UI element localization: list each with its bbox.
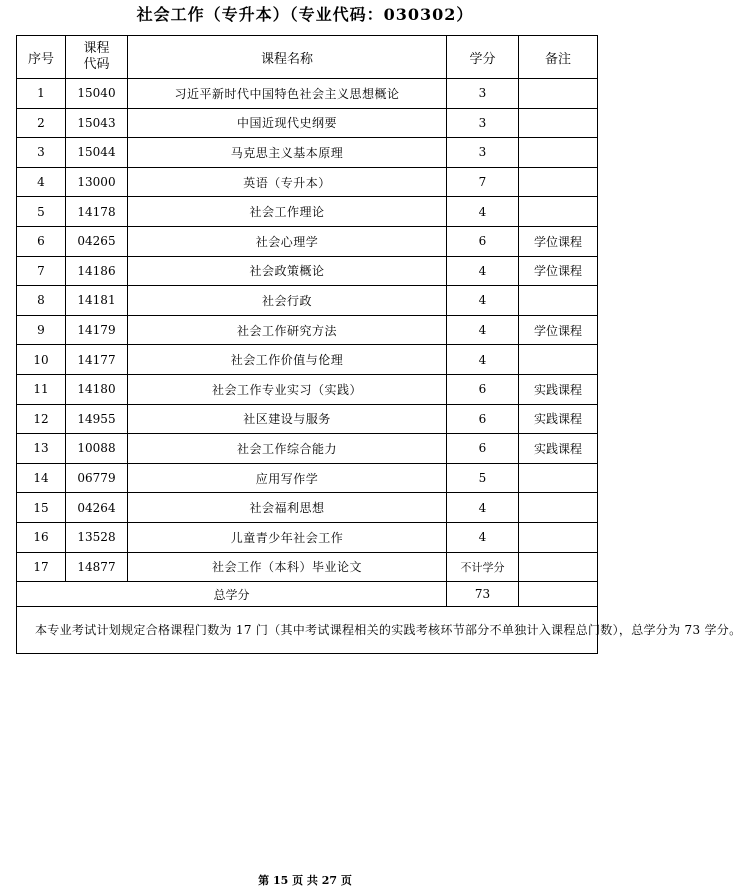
course-name: 应用写作学: [128, 463, 447, 493]
table-header-row: [17, 36, 598, 79]
course-remark: [519, 345, 598, 375]
header-index: 序号: [17, 36, 66, 79]
course-code: 14178: [66, 197, 128, 227]
course-remark: [519, 552, 598, 582]
course-name: 社会行政: [128, 286, 447, 316]
table-row: [17, 404, 598, 434]
header-course-name: 课程名称: [128, 36, 447, 79]
course-credits: 4: [447, 522, 519, 552]
course-credits: 4: [447, 315, 519, 345]
course-credits: 3: [447, 138, 519, 168]
row-index: 15: [17, 493, 66, 523]
course-code: 15044: [66, 138, 128, 168]
table-row: [17, 286, 598, 316]
course-name: 社会心理学: [128, 226, 447, 256]
table-row: [17, 108, 598, 138]
course-name: 社会工作理论: [128, 197, 447, 227]
course-credits: 3: [447, 108, 519, 138]
course-credits: 4: [447, 345, 519, 375]
course-name: 马克思主义基本原理: [128, 138, 447, 168]
row-index: 5: [17, 197, 66, 227]
course-name: 英语（专升本）: [128, 167, 447, 197]
course-credits: 4: [447, 197, 519, 227]
header-credits: 学分: [447, 36, 519, 79]
course-remark: [519, 463, 598, 493]
course-remark: 学位课程: [519, 256, 598, 286]
course-credits: 3: [447, 79, 519, 109]
course-code: 14179: [66, 315, 128, 345]
course-remark: [519, 79, 598, 109]
course-code: 15043: [66, 108, 128, 138]
table-row: [17, 552, 598, 582]
course-remark: [519, 138, 598, 168]
course-remark: [519, 167, 598, 197]
course-code: 14186: [66, 256, 128, 286]
row-index: 14: [17, 463, 66, 493]
row-index: 8: [17, 286, 66, 316]
table-row: [17, 315, 598, 345]
row-index: 3: [17, 138, 66, 168]
course-credits: 不计学分: [447, 552, 519, 582]
row-index: 7: [17, 256, 66, 286]
row-index: 4: [17, 167, 66, 197]
total-credits-value: 73: [447, 582, 519, 607]
course-code: 04264: [66, 493, 128, 523]
row-index: 2: [17, 108, 66, 138]
course-remark: 学位课程: [519, 226, 598, 256]
table-row: [17, 374, 598, 404]
table-row: [17, 138, 598, 168]
total-credits-row: [17, 582, 598, 607]
row-index: 10: [17, 345, 66, 375]
course-code: 14177: [66, 345, 128, 375]
row-index: 6: [17, 226, 66, 256]
total-credits-label: 总学分: [17, 582, 447, 607]
course-credits: 4: [447, 493, 519, 523]
row-index: 12: [17, 404, 66, 434]
course-code: 14877: [66, 552, 128, 582]
table-row: [17, 522, 598, 552]
course-credits: 4: [447, 286, 519, 316]
course-code: 13528: [66, 522, 128, 552]
course-name: 儿童青少年社会工作: [128, 522, 447, 552]
course-credits: 7: [447, 167, 519, 197]
course-credits: 5: [447, 463, 519, 493]
row-index: 9: [17, 315, 66, 345]
course-name: 社会工作（本科）毕业论文: [128, 552, 447, 582]
course-credits: 6: [447, 404, 519, 434]
plan-note-row: [17, 607, 598, 654]
course-credits: 6: [447, 434, 519, 464]
table-row: [17, 256, 598, 286]
course-name: 社会政策概论: [128, 256, 447, 286]
course-remark: [519, 108, 598, 138]
header-code-line1: 课程: [83, 41, 110, 56]
course-name: 社区建设与服务: [128, 404, 447, 434]
course-code: 14180: [66, 374, 128, 404]
course-name: 社会工作专业实习（实践）: [128, 374, 447, 404]
row-index: 17: [17, 552, 66, 582]
course-code: 15040: [66, 79, 128, 109]
course-code: 04265: [66, 226, 128, 256]
page-number: 第 15 页 共 27 页: [258, 874, 352, 887]
course-code: 10088: [66, 434, 128, 464]
course-credits: 6: [447, 374, 519, 404]
course-code: 14181: [66, 286, 128, 316]
course-remark: 实践课程: [519, 434, 598, 464]
plan-note: 本专业考试计划规定合格课程门数为 17 门（其中考试课程相关的实践考核环节部分不单独计入课程总门数），总学分为 73 学分。: [17, 607, 598, 654]
course-credits: 6: [447, 226, 519, 256]
course-name: 习近平新时代中国特色社会主义思想概论: [128, 79, 447, 109]
table-row: [17, 226, 598, 256]
course-plan-table: [16, 35, 741, 654]
course-code: 14955: [66, 404, 128, 434]
table-row: [17, 197, 598, 227]
table-row: [17, 345, 598, 375]
header-course-code: [66, 36, 128, 79]
table-row: [17, 79, 598, 109]
course-code: 13000: [66, 167, 128, 197]
course-remark: [519, 522, 598, 552]
course-name: 社会福利思想: [128, 493, 447, 523]
row-index: 1: [17, 79, 66, 109]
course-code: 06779: [66, 463, 128, 493]
header-code-line2: 代码: [83, 57, 110, 72]
course-remark: 学位课程: [519, 315, 598, 345]
course-credits: 4: [447, 256, 519, 286]
table-row: [17, 434, 598, 464]
course-remark: [519, 493, 598, 523]
page-title: 社会工作（专升本）（专业代码：030302）: [136, 5, 474, 24]
course-remark: [519, 197, 598, 227]
row-index: 13: [17, 434, 66, 464]
row-index: 11: [17, 374, 66, 404]
course-name: 社会工作研究方法: [128, 315, 447, 345]
total-remark-cell: [519, 582, 598, 607]
table-row: [17, 463, 598, 493]
header-remark: 备注: [519, 36, 598, 79]
course-name: 社会工作价值与伦理: [128, 345, 447, 375]
course-remark: 实践课程: [519, 404, 598, 434]
course-remark: 实践课程: [519, 374, 598, 404]
course-name: 中国近现代史纲要: [128, 108, 447, 138]
course-table-body: [17, 79, 598, 582]
row-index: 16: [17, 522, 66, 552]
table-row: [17, 167, 598, 197]
course-remark: [519, 286, 598, 316]
course-name: 社会工作综合能力: [128, 434, 447, 464]
table-row: [17, 493, 598, 523]
